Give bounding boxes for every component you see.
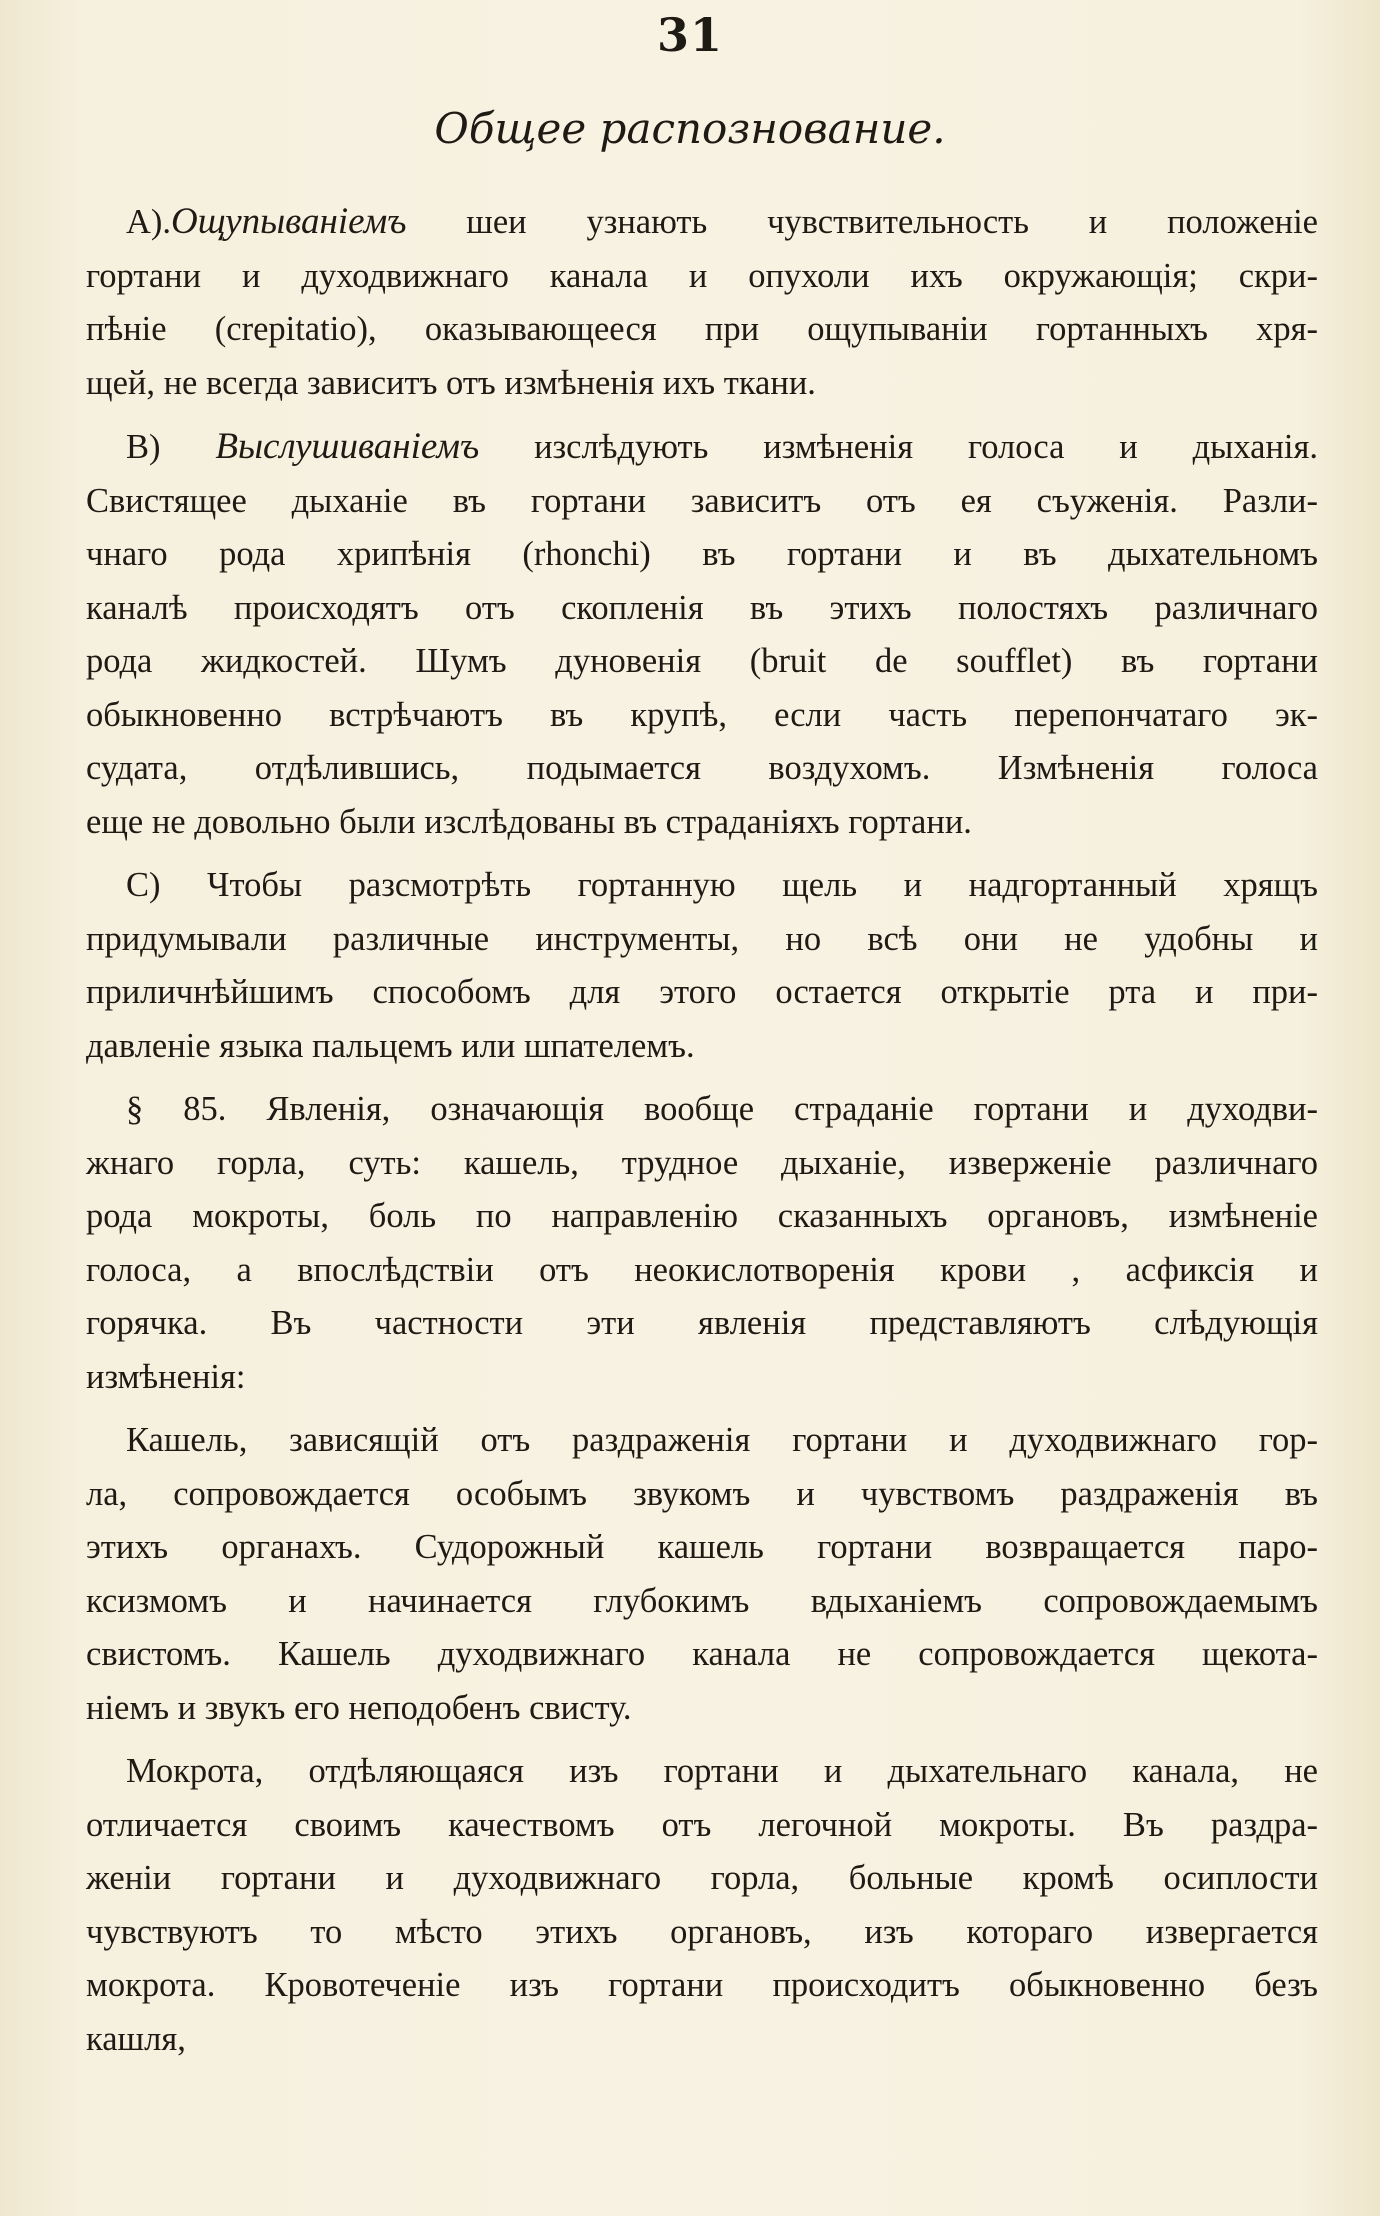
text-line: мокрота. Кровотеченіе изъ гортани происходитъ обыкновенно безъ	[86, 1966, 1318, 2004]
text-line: Мокрота, отдѣляющаяся изъ гортани и дыхательнаго канала, не	[126, 1752, 1318, 1790]
text-line: рода мокроты, боль по направленію сказанныхъ органовъ, измѣненіе	[86, 1197, 1318, 1235]
text-line: судата, отдѣлившись, подымается воздухомъ. Измѣненія голоса	[86, 749, 1318, 787]
text-line: гортани и духодвижнаго канала и опухоли ихъ окружающія; скри-	[86, 256, 1318, 295]
text-line: измѣненія:	[86, 1357, 246, 1396]
text-line: кашля,	[86, 2019, 186, 2058]
text-line: еще не довольно были изслѣдованы въ страданіяхъ гортани.	[86, 802, 972, 841]
paragraph-palpation	[86, 195, 1318, 410]
text-line	[86, 195, 1318, 250]
text-line: придумывали различные инструменты, но всѣ они не удобны и	[86, 919, 1318, 958]
paragraph-inspection	[86, 859, 1318, 1073]
text-line: чувствуютъ то мѣсто этихъ органовъ, изъ котораго извергается	[86, 1912, 1318, 1951]
text-line	[86, 420, 1318, 475]
text-line: ла, сопровождается особымъ звукомъ и чувствомъ раздраженія въ	[86, 1474, 1318, 1513]
text-line: каналѣ происходятъ отъ скопленія въ этихъ полостяхъ различнаго	[86, 588, 1318, 627]
text-line: давленіе языка пальцемъ или шпателемъ.	[86, 1026, 695, 1065]
text-line: приличнѣйшимъ способомъ для этого остается открытіе рта и при-	[86, 973, 1318, 1011]
text-line: Свистящее дыханіе въ гортани зависитъ отъ ея съуженія. Разли-	[86, 481, 1318, 520]
text-line: Кашель, зависящій отъ раздраженія гортани и духодвижнаго гор-	[126, 1421, 1318, 1459]
page-number: 31	[656, 8, 723, 62]
text-line: обыкновенно встрѣчаютъ въ крупѣ, если часть перепончатаго эк-	[86, 695, 1318, 734]
text-line: отличается своимъ качествомъ отъ легочной мокроты. Въ раздра-	[86, 1805, 1318, 1844]
text-line: горячка. Въ частности эти явленія представляютъ слѣдующія	[86, 1304, 1318, 1342]
text-line: этихъ органахъ. Судорожный кашель гортани возвращается паро-	[86, 1528, 1318, 1566]
paragraph-section-85	[86, 1083, 1318, 1404]
text-span: изслѣдують измѣненія голоса и дыханія.	[479, 428, 1319, 466]
paragraph-cough	[86, 1414, 1318, 1735]
text-line: женіи гортани и духодвижнаго горла, больные кромѣ осиплости	[86, 1859, 1318, 1897]
text-line: ксизмомъ и начинается глубокимъ вдыханіемъ сопровождаемымъ	[86, 1581, 1318, 1620]
text-line: рода жидкостей. Шумъ дуновенія (bruit de soufflet) въ гортани	[86, 642, 1318, 680]
paragraph-marker: А).	[126, 203, 172, 241]
text-line: пѣніе (crepitatio), оказывающееся при ощупываніи гортанныхъ хря-	[86, 310, 1318, 348]
emphasized-term: Выслушиваніемъ	[215, 426, 480, 467]
text-line: § 85. Явленія, означающія вообще страданіе гортани и духодви-	[126, 1090, 1318, 1128]
paragraph-sputum	[86, 1745, 1318, 2066]
text-span: шеи узнають чувствительность и положеніе	[406, 203, 1318, 241]
text-line: С) Чтобы разсмотрѣть гортанную щель и надгортанный хрящъ	[126, 866, 1318, 904]
text-line: щей, не всегда зависитъ отъ измѣненія ихъ ткани.	[86, 363, 816, 402]
text-line: чнаго рода хрипѣнія (rhonchi) въ гортани и въ дыхательномъ	[86, 535, 1318, 573]
paragraph-marker: В)	[126, 428, 216, 466]
emphasized-term: Ощупываніемъ	[171, 201, 407, 242]
text-line: жнаго горла, суть: кашель, трудное дыханіе, изверженіе различнаго	[86, 1143, 1318, 1182]
text-line: ніемъ и звукъ его неподобенъ свисту.	[86, 1688, 632, 1727]
text-line: свистомъ. Кашель духодвижнаго канала не сопровождается щекота-	[86, 1635, 1318, 1673]
text-line: голоса, а впослѣдствіи отъ неокислотворенія крови , асфиксія и	[86, 1250, 1318, 1289]
body-text	[86, 195, 1318, 2066]
section-heading: Общее распознование.	[434, 104, 946, 153]
paragraph-auscultation	[86, 420, 1318, 849]
